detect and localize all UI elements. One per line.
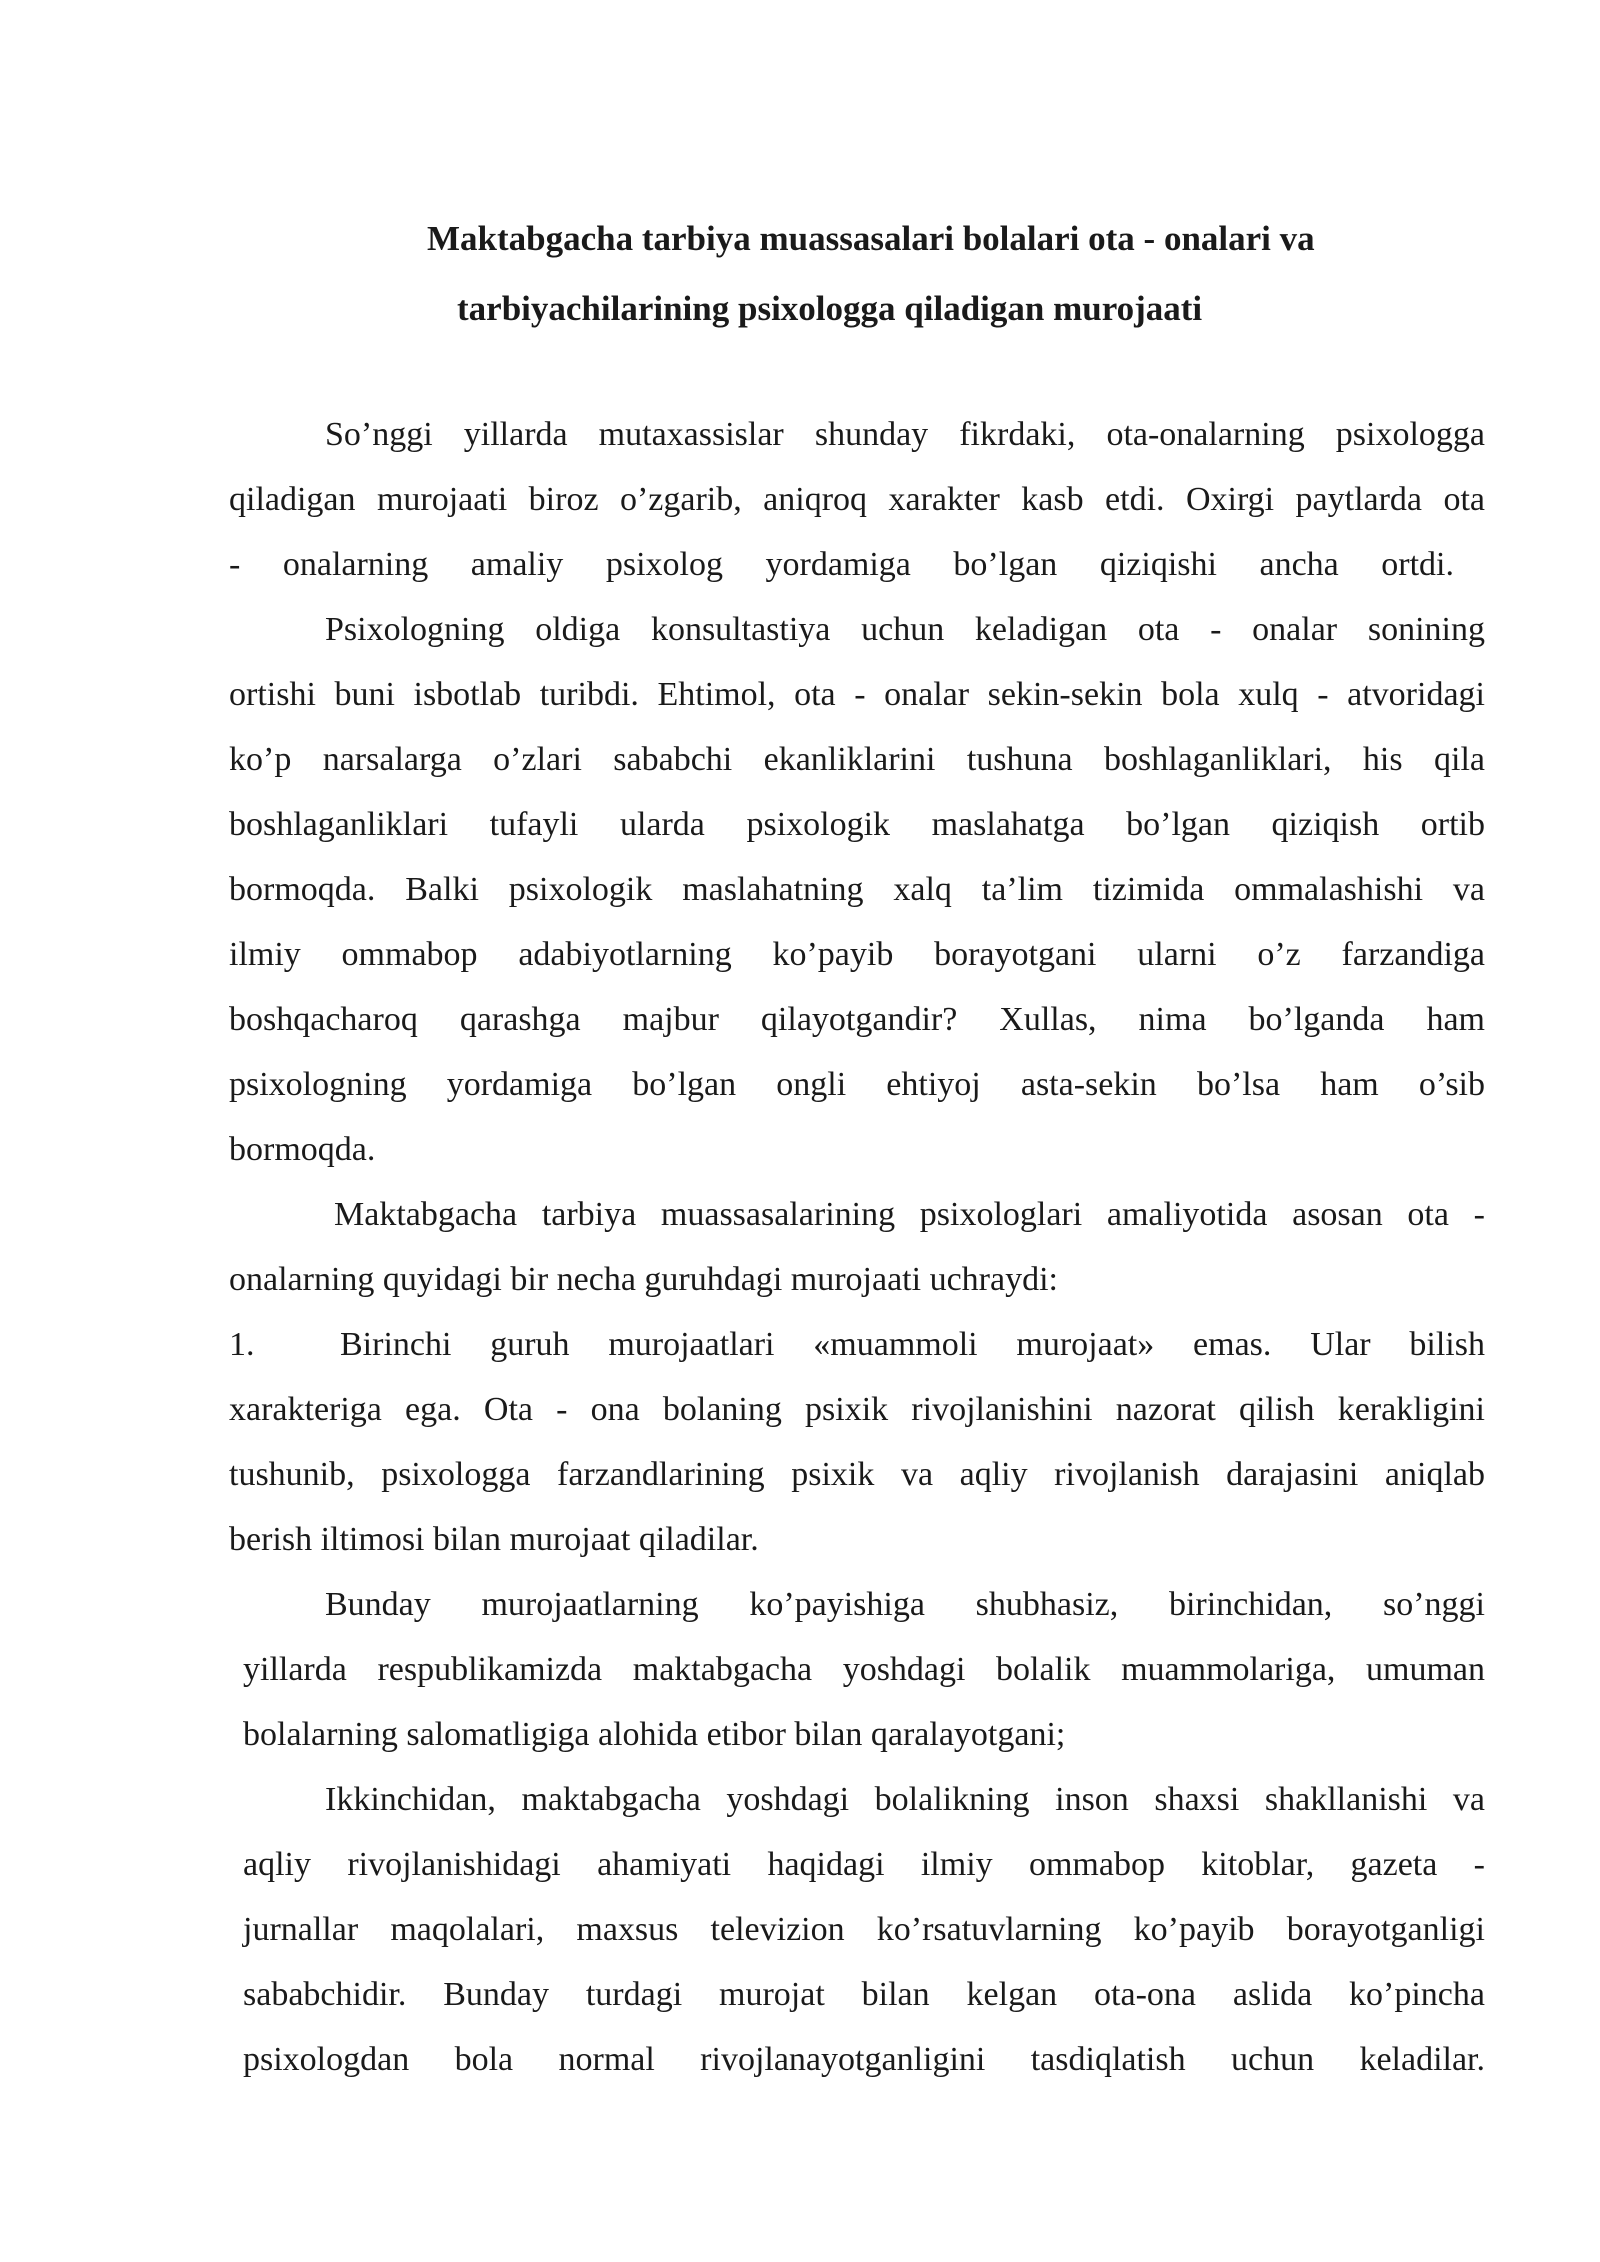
title-line-1: Maktabgacha tarbiya muassasalari bolalari ota - onalari va (427, 219, 1315, 258)
text-line: - onalarning amaliy psixolog yordamiga bo’lgan qiziqishi ancha ortdi. (229, 546, 1454, 583)
text-line: qiladigan murojaati biroz o’zgarib, aniqroq xarakter kasb etdi. Oxirgi paytlarda ota (229, 481, 1485, 518)
text-line: xarakteriga ega. Ota - ona bolaning psixik rivojlanishini nazorat qilish kerakligini (229, 1391, 1485, 1428)
text-line: ilmiy ommabop adabiyotlarning ko’payib borayotgani ularni o’z farzandiga (229, 936, 1485, 973)
text-line: boshqacharoq qarashga majbur qilayotgandir? Xullas, nima bo’lganda ham (229, 1001, 1485, 1038)
text-line: Ikkinchidan, maktabgacha yoshdagi bolalikning inson shaxsi shakllanishi va (325, 1781, 1485, 1818)
text-line: berish iltimosi bilan murojaat qiladilar. (229, 1521, 759, 1558)
list-number: 1. (229, 1326, 255, 1363)
text-line: yillarda respublikamizda maktabgacha yoshdagi bolalik muammolariga, umuman (243, 1651, 1485, 1688)
text-line: Bunday murojaatlarning ko’payishiga shubhasiz, birinchidan, so’nggi (325, 1586, 1485, 1623)
text-line: psixologdan bola normal rivojlanayotganligini tasdiqlatish uchun keladilar. (243, 2041, 1485, 2078)
text-line: Birinchi guruh murojaatlari «muammoli murojaat» emas. Ular bilish (340, 1326, 1485, 1363)
text-line: tushunib, psixologga farzandlarining psixik va aqliy rivojlanish darajasini aniqlab (229, 1456, 1485, 1493)
title-line-2: tarbiyachilarining psixologga qiladigan murojaati (457, 289, 1203, 328)
text-line: jurnallar maqolalari, maxsus televizion ko’rsatuvlarning ko’payib borayotganligi (243, 1911, 1485, 1948)
text-line: onalarning quyidagi bir necha guruhdagi murojaati uchraydi: (229, 1261, 1058, 1298)
text-line: boshlaganliklari tufayli ularda psixologik maslahatga bo’lgan qiziqish ortib (229, 806, 1485, 843)
text-line: ko’p narsalarga o’zlari sababchi ekanliklarini tushuna boshlaganliklari, his qila (229, 741, 1485, 778)
text-line: So’nggi yillarda mutaxassislar shunday fikrdaki, ota-onalarning psixologga (325, 416, 1485, 453)
text-line: bormoqda. Balki psixologik maslahatning xalq ta’lim tizimida ommalashishi va (229, 871, 1485, 908)
text-line: bolalarning salomatligiga alohida etibor bilan qaralayotgani; (243, 1716, 1066, 1753)
text-line: psixologning yordamiga bo’lgan ongli ehtiyoj asta-sekin bo’lsa ham o’sib (229, 1066, 1485, 1103)
text-line: Maktabgacha tarbiya muassasalarining psixologlari amaliyotida asosan ota - (334, 1196, 1485, 1233)
text-line: bormoqda. (229, 1131, 376, 1168)
text-line: aqliy rivojlanishidagi ahamiyati haqidagi ilmiy ommabop kitoblar, gazeta - (243, 1846, 1485, 1883)
text-line: Psixologning oldiga konsultastiya uchun keladigan ota - onalar sonining (325, 611, 1485, 648)
document-title (330, 204, 1480, 344)
text-line: sababchidir. Bunday turdagi murojat bilan kelgan ota-ona aslida ko’pincha (243, 1976, 1485, 2013)
text-line: ortishi buni isbotlab turibdi. Ehtimol, ota - onalar sekin-sekin bola xulq - atvoridagi (229, 676, 1485, 713)
